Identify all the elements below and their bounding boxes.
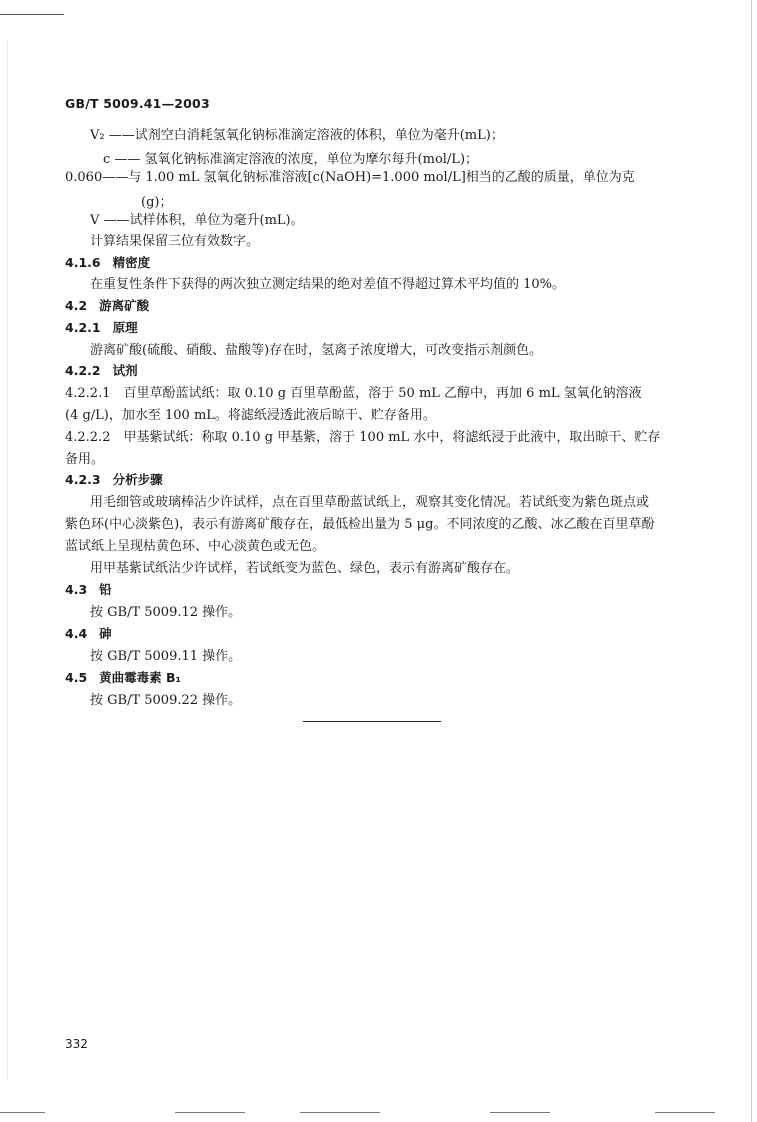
variable-definition-constant-cont: (g)； [141,195,173,210]
scan-edge-mark [300,1112,380,1113]
section-number: 4.2 [65,298,88,313]
variable-definition-v2: V₂ ——试剂空白消耗氢氧化钠标准滴定溶液的体积，单位为毫升(mL)； [90,128,504,143]
section-number: 4.2.3 [65,472,101,487]
variable-definition-c: c —— 氢氧化钠标准滴定溶液的浓度，单位为摩尔每升(mol/L)； [103,152,479,167]
paragraph: 4.2.2.2 甲基紫试纸：称取 0.10 g 甲基紫，溶于 100 mL 水中，将滤纸浸于此液中，取出晾干、贮存 [65,430,661,445]
section-title: 原理 [112,320,138,335]
variable-definition-constant: 0.060——与 1.00 mL 氢氧化钠标准溶液[c(NaOH)=1.000 mol/L]相当的乙酸的质量，单位为克 [65,170,635,185]
paragraph: 游离矿酸(硫酸、硝酸、盐酸等)存在时，氢离子浓度增大，可改变指示剂颜色。 [90,343,543,358]
paragraph: 4.2.2.1 百里草酚蓝试纸：取 0.10 g 百里草酚蓝，溶于 50 mL 乙醇中，再加 6 mL 氢氧化钠溶液 [65,386,642,401]
section-number: 4.2.1 [65,320,101,335]
section-number: 4.4 [65,626,88,641]
section-title: 黄曲霉毒素 B₁ [99,670,182,685]
paragraph: 按 GB/T 5009.12 操作。 [90,605,242,620]
scan-edge-mark [490,1112,550,1113]
section-title: 砷 [99,626,112,641]
scan-edge-mark [655,1112,715,1113]
paragraph: 备用。 [65,452,105,467]
section-number: 4.1.6 [65,255,101,270]
scan-edge-mark [0,1112,45,1113]
paragraph: 计算结果保留三位有效数字。 [90,234,260,249]
standard-id-header: GB/T 5009.41—2003 [65,96,210,111]
section-title: 铅 [99,582,112,597]
end-of-document-rule [303,721,441,722]
paragraph: (4 g/L)，加水至 100 mL。将滤纸浸透此液后晾干、贮存备用。 [65,408,436,423]
paragraph: 按 GB/T 5009.22 操作。 [90,693,242,708]
paragraph: 用毛细管或玻璃棒沾少许试样，点在百里草酚蓝试纸上，观察其变化情况。若试纸变为紫色斑点或 [90,495,650,510]
section-title: 游离矿酸 [99,298,150,313]
section-number: 4.2.2 [65,363,101,378]
section-number: 4.5 [65,670,88,685]
variable-definition-v: V ——试样体积，单位为毫升(mL)。 [90,213,304,228]
section-title: 分析步骤 [112,472,163,487]
scan-edge-mark [751,0,752,1122]
section-heading [65,322,138,335]
paragraph: 用甲基紫试纸沾少许试样，若试纸变为蓝色、绿色，表示有游离矿酸存在。 [90,561,520,576]
paragraph: 蓝试纸上呈现枯黄色环、中心淡黄色或无色。 [65,539,326,554]
section-number: 4.3 [65,582,88,597]
section-title: 精密度 [112,255,151,270]
section-heading [65,628,112,641]
paragraph: 紫色环(中心淡紫色)，表示有游离矿酸存在，最低检出量为 5 μg。不同浓度的乙酸、冰乙酸在百里草酚 [65,517,655,532]
section-heading [65,365,138,378]
scan-edge-mark [7,40,8,1080]
section-heading [65,257,150,270]
page-number: 332 [65,1037,88,1051]
section-title: 试剂 [112,363,138,378]
section-heading [65,672,181,685]
section-heading [65,584,112,597]
paragraph: 按 GB/T 5009.11 操作。 [90,649,242,664]
scan-edge-mark [0,14,64,15]
section-heading [65,474,163,487]
paragraph: 在重复性条件下获得的两次独立测定结果的绝对差值不得超过算术平均值的 10%。 [90,277,566,292]
scan-edge-mark [175,1112,245,1113]
section-heading [65,300,149,313]
